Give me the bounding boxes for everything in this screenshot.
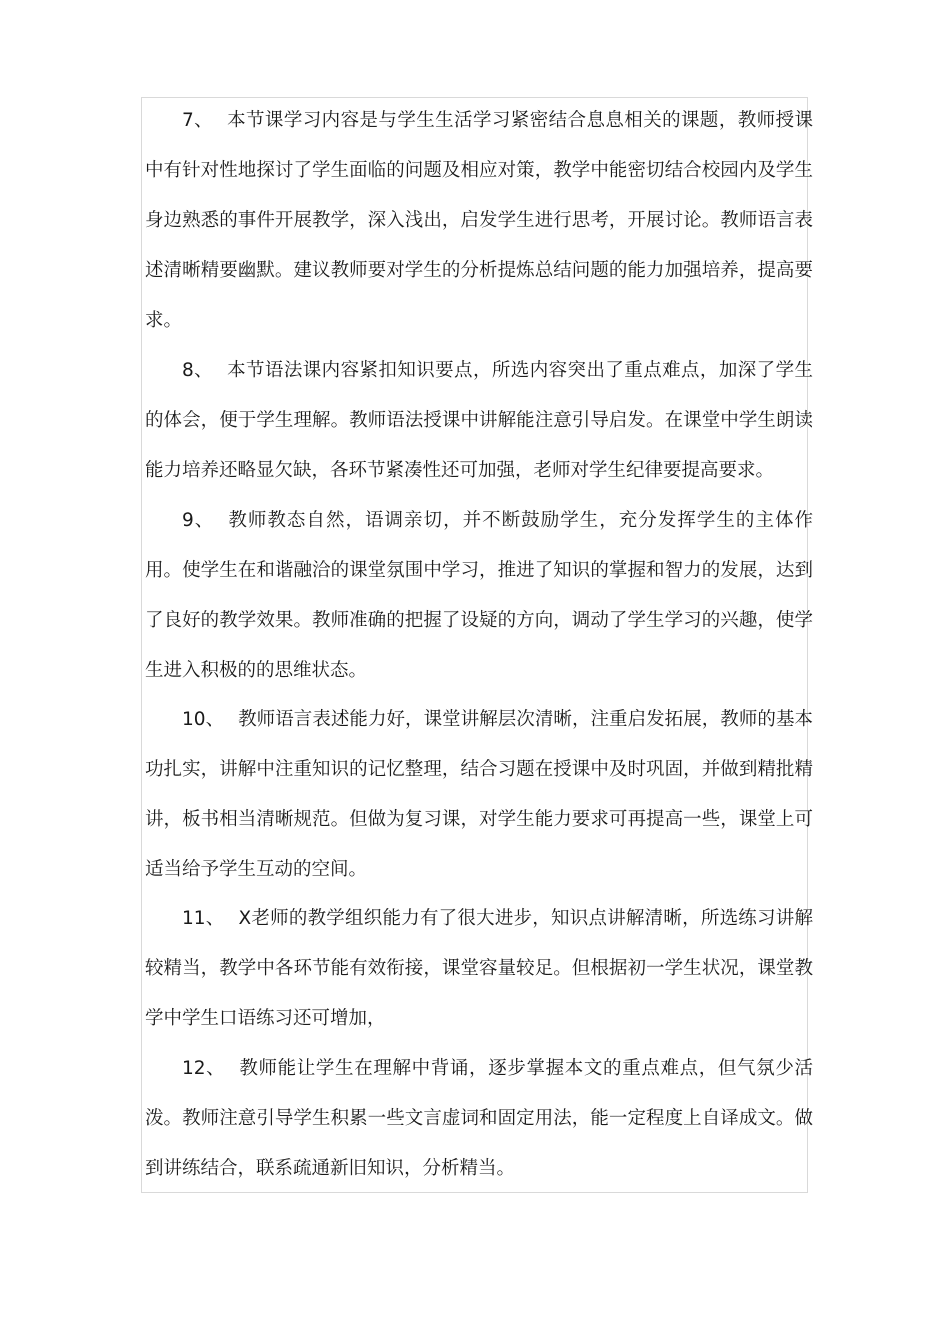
paragraph-text: 教师语言表述能力好，课堂讲解层次清晰，注重启发拓展，教师的基本功扎实，讲解中注重知识的记忆整理，结合习题在授课中及时巩固，并做到精批精讲，板书相当清晰规范。但做为复习课，对学生能力要求可再提高一些，课堂上可适当给予学生互动的空间。: [145, 709, 813, 880]
paragraph-10: [145, 695, 813, 895]
paragraph-number: 8、: [182, 360, 214, 381]
paragraph-number: 7、: [182, 110, 214, 131]
paragraph-8: [145, 346, 813, 496]
paragraph-number: 9、: [182, 510, 215, 531]
paragraph-9: [145, 496, 813, 696]
paragraph-text: X老师的教学组织能力有了很大进步，知识点讲解清晰，所选练习讲解较精当，教学中各环节能有效衔接，课堂容量较足。但根据初一学生状况，课堂教学中学生口语练习还可增加，: [145, 908, 813, 1029]
paragraph-7: [145, 96, 813, 346]
paragraph-number: 10、: [182, 709, 225, 730]
paragraph-number: 12、: [182, 1058, 226, 1079]
paragraph-12: [145, 1044, 813, 1194]
paragraph-text: 教师能让学生在理解中背诵，逐步掌握本文的重点难点，但气氛少活泼。教师注意引导学生积累一些文言虚词和固定用法，能一定程度上自译成文。做到讲练结合，联系疏通新旧知识，分析精当。: [145, 1058, 813, 1179]
paragraph-text: 本节语法课内容紧扣知识要点，所选内容突出了重点难点，加深了学生的体会，便于学生理解。教师语法授课中讲解能注意引导启发。在课堂中学生朗读能力培养还略显欠缺，各环节紧凑性还可加强，老师对学生纪律要提高要求。: [145, 360, 813, 481]
paragraph-number: 11、: [182, 908, 225, 929]
paragraph-text: 教师教态自然，语调亲切，并不断鼓励学生，充分发挥学生的主体作用。使学生在和谐融洽的课堂氛围中学习，推进了知识的掌握和智力的发展，达到了良好的教学效果。教师准确的把握了设疑的方向，调动了学生学习的兴趣，使学生进入积极的的思维状态。: [145, 510, 813, 681]
paragraph-text: 本节课学习内容是与学生生活学习紧密结合息息相关的课题，教师授课中有针对性地探讨了学生面临的问题及相应对策，教学中能密切结合校园内及学生身边熟悉的事件开展教学，深入浅出，启发学生进行思考，开展讨论。教师语言表述清晰精要幽默。建议教师要对学生的分析提炼总结问题的能力加强培养，提高要求。: [145, 110, 813, 331]
paragraph-11: [145, 894, 813, 1044]
